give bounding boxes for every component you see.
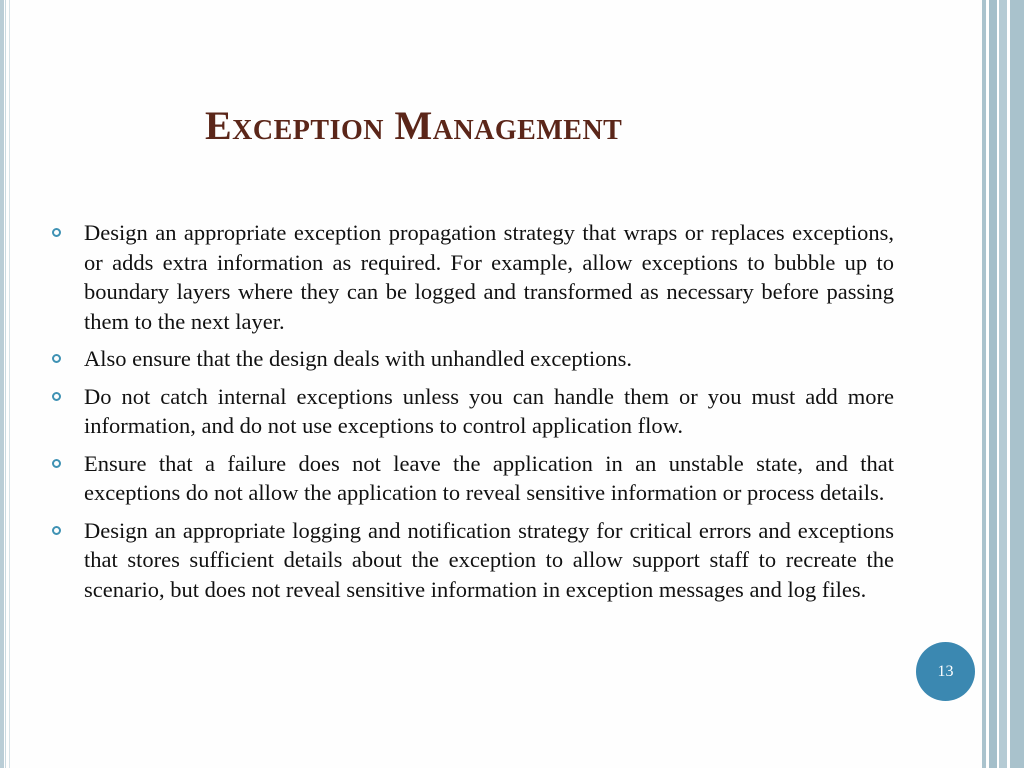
bullet-circle-icon: [52, 228, 61, 237]
right-border-stripe: [982, 0, 986, 768]
page-number-badge: [916, 642, 975, 701]
bullet-item: [52, 516, 894, 605]
bullet-circle-icon: [52, 354, 61, 363]
left-border-stripe: [9, 0, 10, 768]
bullet-circle-icon: [52, 459, 61, 468]
right-border-stripe: [1010, 0, 1024, 768]
bullet-text: Design an appropriate logging and notification strategy for critical errors and exceptions that stores sufficient details about the exception to allow support staff to recreate the scenario, but does not reveal sensitive information in exception messages and log files.: [84, 517, 894, 602]
bullet-list: [52, 218, 894, 612]
bullet-text: Design an appropriate exception propagation strategy that wraps or replaces exceptions, or adds extra information as required. For example, allow exceptions to bubble up to boundary layers where they can be logged and transformed as necessary before passing them to the next layer.: [84, 220, 894, 334]
bullet-text: Also ensure that the design deals with unhandled exceptions.: [84, 346, 632, 371]
bullet-circle-icon: [52, 392, 61, 401]
bullet-item: [52, 218, 894, 336]
bullet-text: Ensure that a failure does not leave the application in an unstable state, and that exceptions do not allow the application to reveal sensitive information or process details.: [84, 450, 894, 505]
bullet-item: [52, 382, 894, 441]
bullet-item: [52, 449, 894, 508]
left-border-stripe: [0, 0, 4, 768]
bullet-text: Do not catch internal exceptions unless you can handle them or you must add more information, and do not use exceptions to control application flow.: [84, 383, 894, 438]
page-number: 13: [937, 662, 954, 680]
bullet-circle-icon: [52, 526, 61, 535]
bullet-item: [52, 344, 894, 374]
right-border-stripe: [989, 0, 997, 768]
left-border-stripe: [5, 0, 6, 768]
right-border-stripe: [999, 0, 1007, 768]
slide-title: Exception Management: [205, 103, 623, 148]
